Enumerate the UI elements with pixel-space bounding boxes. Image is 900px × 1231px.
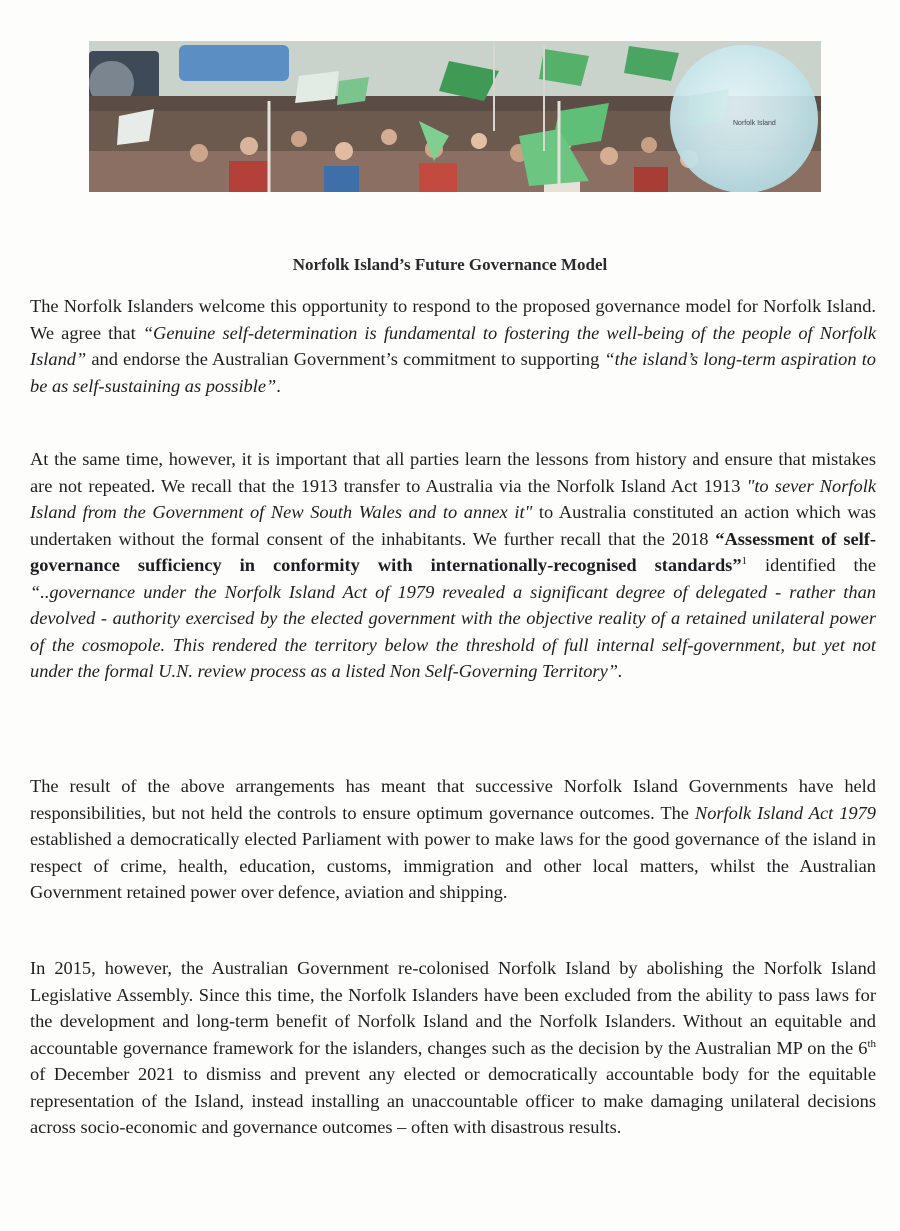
paragraph-4 [30, 955, 876, 1141]
p1-quote-2: “the island’s long-term aspiration to be as self-sustaining as possible” [30, 349, 877, 396]
p3-text-1: The result of the above arrangements has meant that successive Norfolk Island Governments have held responsibilities, but not held the controls to ensure optimum governance outcomes. The [30, 776, 876, 823]
banner-photo [89, 41, 821, 192]
p1-text-1: The Norfolk Islanders welcome this opportunity to respond to the proposed governance model for Norfolk Island. We agree that [30, 296, 876, 343]
p2-assessment-title: “Assessment of self-governance sufficiency in conformity with internationally-recognised standards” [30, 528, 877, 575]
ordinal-suffix: th [867, 1037, 876, 1050]
globe-map [670, 45, 818, 192]
paragraph-2 [30, 446, 876, 685]
p4-text-1: In 2015, however, the Australian Government re-colonised Norfolk Island by abolishing the Norfolk Island Legislative Assembly. Since this time, the Norfolk Islanders have been excluded from the ability to pass laws for the development and long-term benefit of Norfolk Island and the Norfolk Islanders. Without an equitable and accountable governance framework for the islanders, changes such as the decision by the Australian MP on the 6 [30, 958, 876, 1058]
p2-text-3: identified the [747, 555, 876, 575]
p2-quote-2: “..governance under the Norfolk Island Act of 1979 revealed a significant degree of delegated - rather than devolved - authority exercised by the elected government with the objective reality of a retained unilateral power of the cosmopole. This rendered the territory below the threshold of full internal self-government, but yet not under the formal U.N. review process as a listed Non Self-Governing Territory”. [30, 581, 876, 681]
p3-act-name: Norfolk Island Act 1979 [694, 802, 876, 823]
p4-text-2: of December 2021 to dismiss and prevent any elected or democratically accountable body for the equitable representation of the Island, instead installing an unaccountable officer to make damaging unilateral decisions across socio-economic and governance outcomes – often with disastrous results. [30, 1064, 876, 1137]
p2-quote-1: "to sever Norfolk Island from the Government of New South Wales and to annex it" [30, 475, 876, 522]
p1-text-3: . [276, 375, 281, 396]
p3-text-2: established a democratically elected Parliament with power to make laws for the good governance of the island in respect of crime, health, education, customs, immigration and other local matters, whilst the Australian Government retained power over defence, aviation and shipping. [30, 829, 876, 902]
paragraph-3 [30, 773, 876, 906]
page-title: Norfolk Island’s Future Governance Model [292, 255, 608, 274]
p1-quote-1: “Genuine self-determination is fundamental to fostering the well-being of the people of Norfolk Island” [30, 322, 876, 369]
p2-text-2: to Australia constituted an action which was undertaken without the formal consent of the inhabitants. We further recall that the 2018 [30, 502, 876, 549]
footnote-ref-1: 1 [741, 554, 748, 567]
paragraph-1 [30, 293, 876, 399]
p2-text-1: At the same time, however, it is important that all parties learn the lessons from history and ensure that mistakes are not repeated. We recall that the 1913 transfer to Australia via the Norfolk Island Act 1913 [30, 449, 876, 496]
globe-label: Norfolk Island [733, 120, 776, 127]
p1-text-2: and endorse the Australian Government’s commitment to supporting [86, 349, 605, 369]
